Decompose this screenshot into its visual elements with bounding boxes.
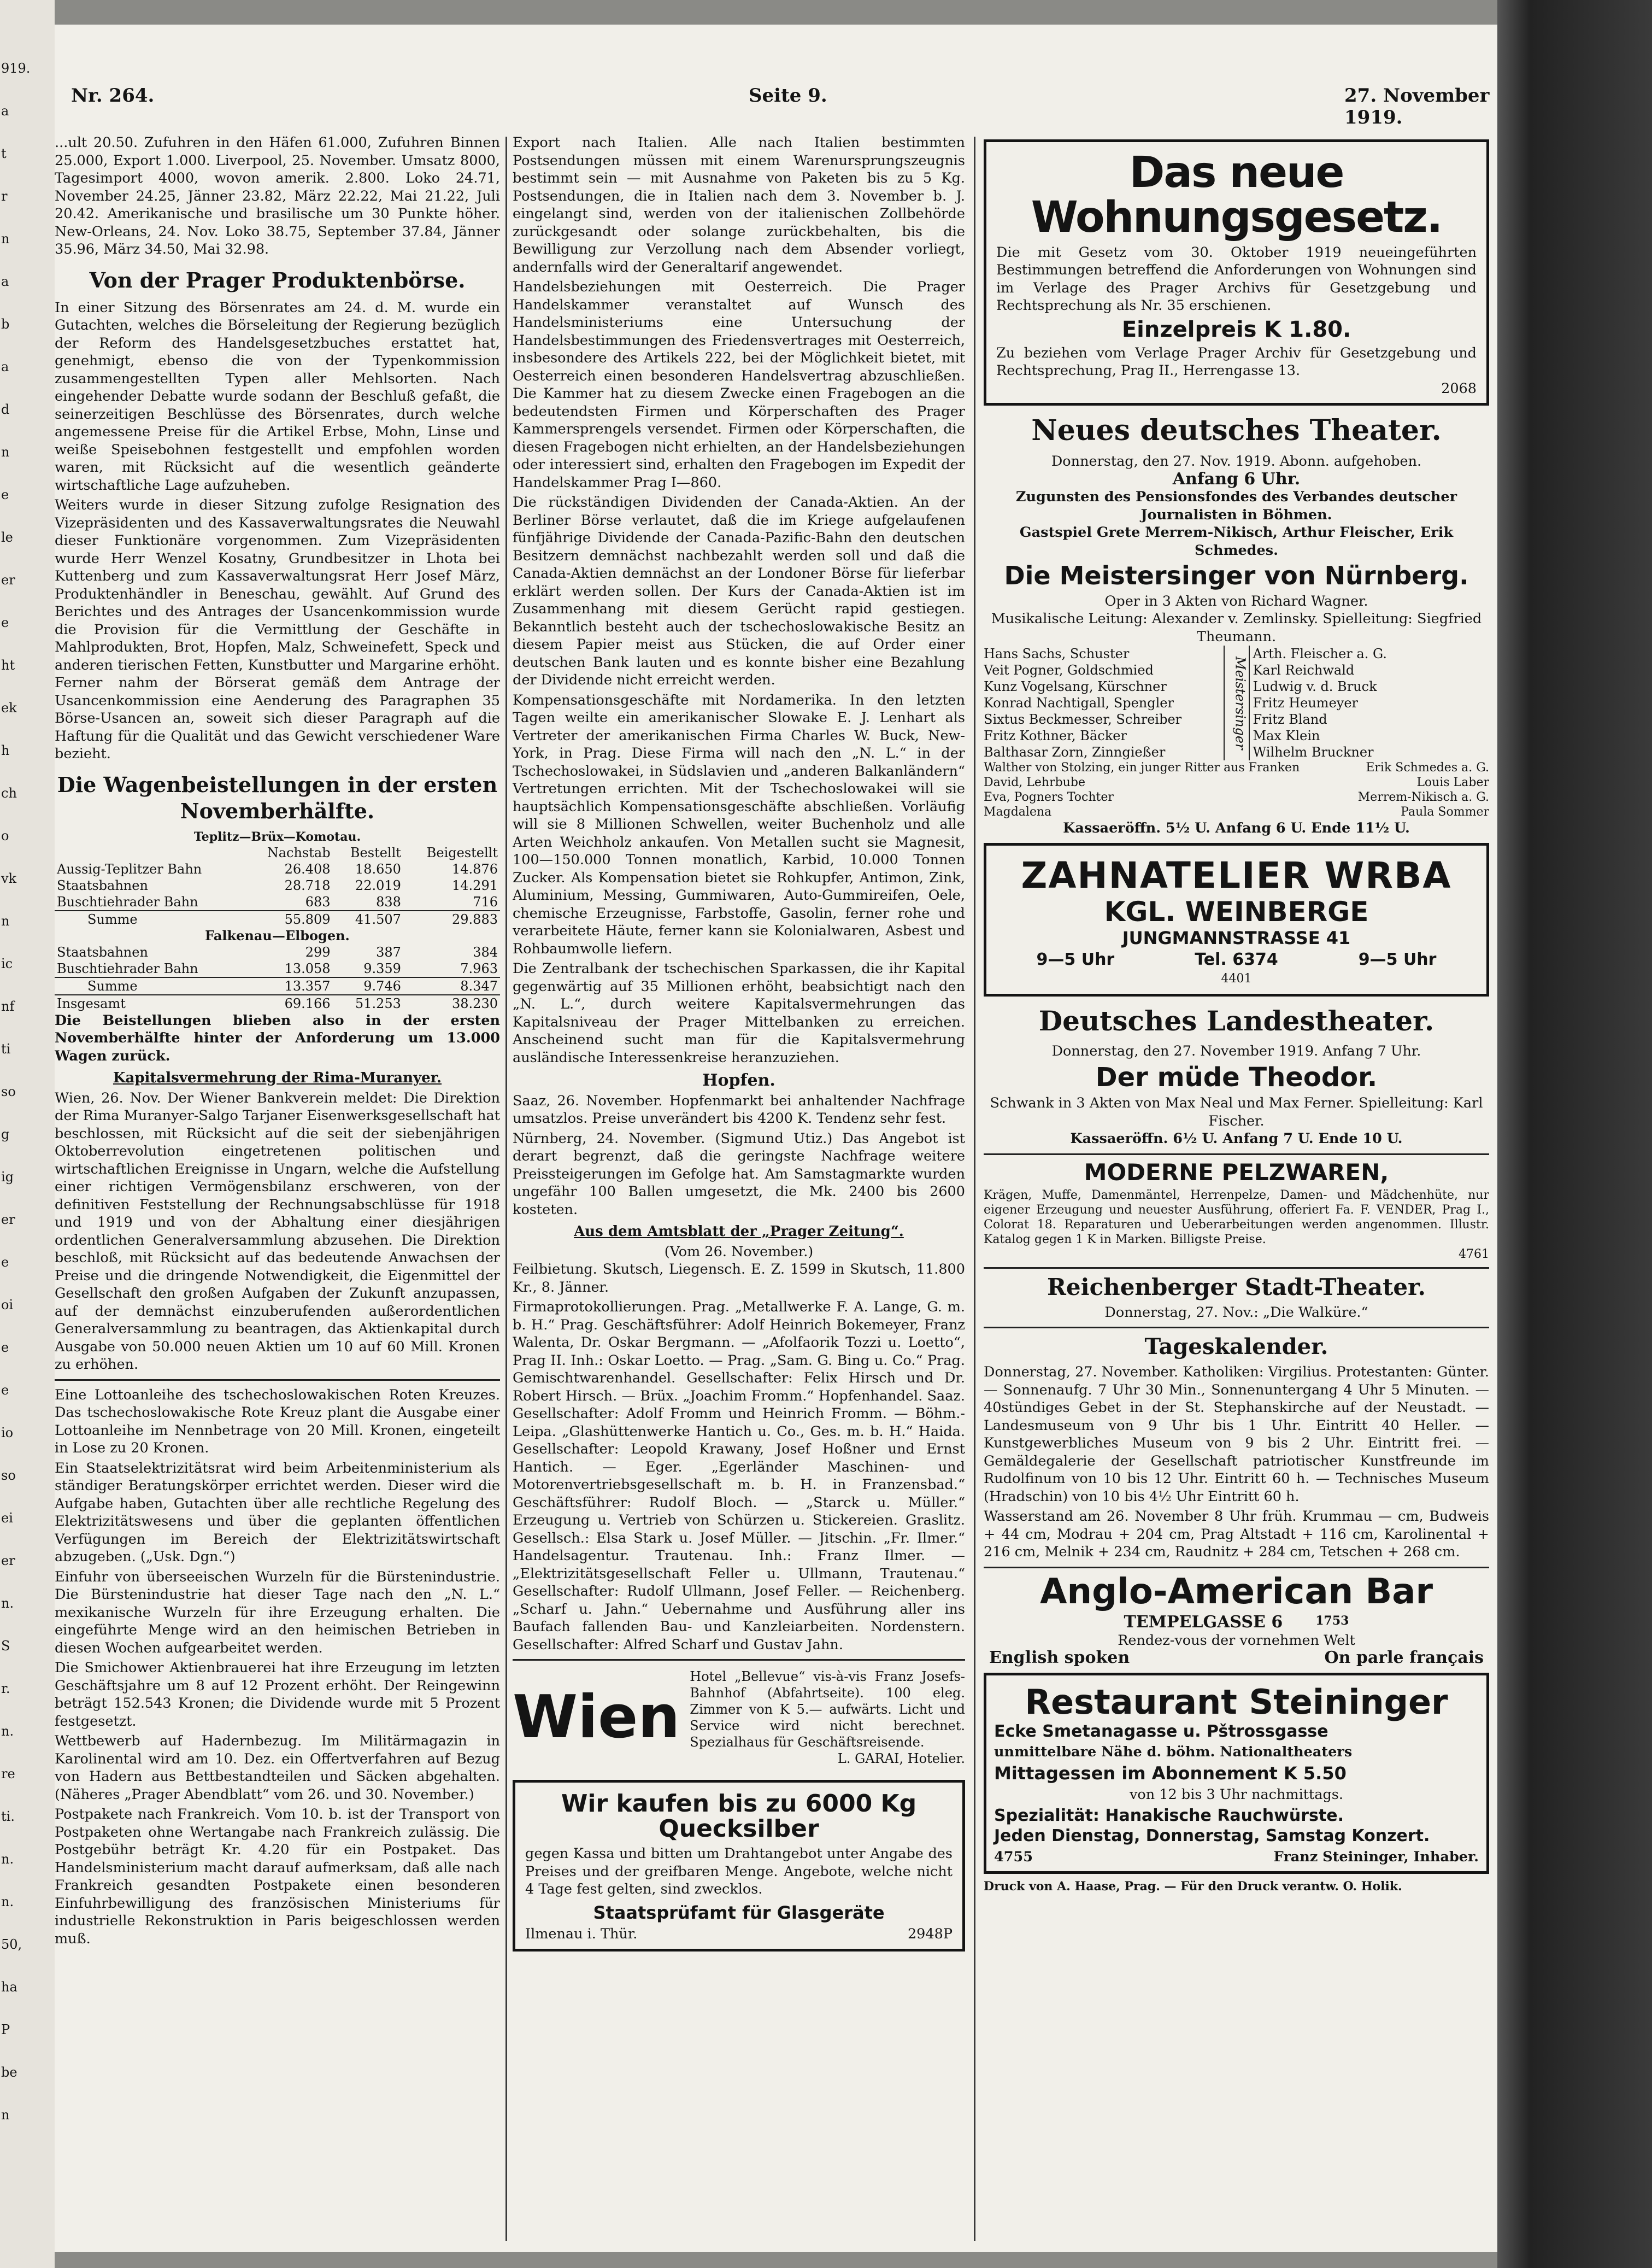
article-paragraph: Nürnberg, 24. November. (Sigmund Utiz.) Das Angebot ist derart begrenzt, daß die geringste Nachfrage weitere Preissteigerungen im Gefolge hat. Am Samstagmarkte wurden ungefähr 100 Ballen umgesetzt, die Mk. 2400 bis 2600 kosteten.	[513, 1130, 965, 1218]
ad-tagline: Rendez-vous der vornehmen Welt	[1118, 1632, 1355, 1649]
table-cell: 716	[473, 894, 498, 910]
table-cell: 838	[376, 894, 401, 910]
adjacent-page-fragment: t	[1, 146, 7, 161]
adjacent-page-fragment: e	[1, 1382, 9, 1398]
table-cell: Summe	[55, 911, 246, 928]
cast-role: Konrad Nachtigall, Spengler	[984, 695, 1174, 711]
table-cell: Buschtiehrader Bahn	[57, 894, 198, 910]
table-cell: 29.883	[403, 911, 500, 928]
play-direction: Musikalische Leitung: Alexander v. Zemlinsky. Spielleitung: Siegfried Theumann.	[991, 611, 1482, 645]
adjacent-page-fragment: n.	[1, 1596, 14, 1611]
ad-text: unmittelbare Nähe d. böhm. Nationaltheaters	[994, 1744, 1353, 1761]
table-cell: 41.507	[333, 911, 403, 928]
article-paragraph: Wettbewerb auf Hadernbezug. Im Militärmagazin in Karolinental wird am 10. Dez. ein Offertverfahren auf Bezug von Hadern aus Bettbestandteilen und Säcken abgehalten. (Näheres „Prager Abendblatt“ vom 26. und 30. November.)	[55, 1733, 500, 1803]
theater-date: Donnerstag, den 27. November 1919. Anfang 7 Uhr.	[1051, 1043, 1421, 1060]
page-header	[71, 85, 1492, 128]
adjacent-page-fragment: oi	[1, 1297, 14, 1312]
adjacent-page-fragment: io	[1, 1425, 14, 1440]
theater-guests: Gastspiel Grete Merrem-Nikisch, Arthur Fleischer, Erik Schmedes.	[1019, 524, 1454, 559]
table-cell: 13.058	[284, 960, 331, 976]
article-subheading: (Vom 26. November.)	[664, 1243, 814, 1260]
table-cell: 9.359	[363, 960, 401, 976]
adjacent-page-fragment: re	[1, 1766, 15, 1781]
table-cell: 7.963	[460, 960, 498, 976]
ad-headline: Das neue Wohnungsgesetz.	[1031, 148, 1442, 242]
adjacent-page-fragment: r	[1, 189, 8, 204]
table-row	[55, 877, 500, 894]
cast-role: Eva, Pogners Tochter	[984, 790, 1114, 805]
adjacent-page-fragment: b	[1, 317, 10, 332]
article-paragraph: Firmaprotokollierungen. Prag. „Metallwerke F. A. Lange, G. m. b. H.“ Prag. Geschäftsführer: Adolf Heinrich Bokemeyer, Franz Walenta, Dr. Oskar Bergmann. — „Afolfaorik Tozzi u. Loetto“, Prag II. Inh.: Oskar Loetto. — Prag. „Sam. G. Bing u. Co.“ Prag. Gemischtwarenhandel. Gesellschafter: Felix Hirsch und Dr. Robert Hirsch. — Brüx. „Joachim Fromm.“ Hopfenhandel. Saaz. Gesellschafter: Adolf Fromm und Heinrich Fromm. — Böhm.-Leipa. „Glashüttenwerke Hantich u. Co., Ges. m. b. H.“ Haida. Gesellschafter: Leopold Krawany, Josef Hoßner und Ernst Hantich. — Eger. „Egerländer Maschinen- und Motorenvertriebsgesellschaft m. b. H. in Franzensbad.“ Geschäftsführer: Rudolf Bloch. — „Starck u. Müller.“ Erzeugung u. Vertrieb von Schürzen u. Stickereien. Graslitz. Gesellsch.: Elsa Stark u. Josef Müller. — Jitschin. „Fr. Ilmer.“ Handelsagentur. Trautenau. Inh.: Franz Ilmer. — „Elektrizitätsgesellschaft Feller u. Ullmann, Trautenau.“ Gesellschafter: Rudolf Ullmann, Josef Feller. — Reichenberg. „Scharf u. Jahn.“ Uebernahme und Ausführung aller ins Baufach fallenden Bau- und Kanzleiarbeiten. Nordenstern. Gesellschafter: Alfred Scharf und Gustav Jahn.	[513, 1299, 965, 1653]
adjacent-page-fragment: e	[1, 487, 9, 502]
table-row	[55, 995, 500, 1012]
ad-text: Hotel „Bellevue“ vis-à-vis Franz Josefs-Bahnhof (Abfahrtseite). 100 eleg. Zimmer von K 5.— aufwärts. Licht und Service wird nicht berechnet. Spezialhaus für Geschäftsreisende.	[690, 1669, 965, 1750]
theater-footer: Kassaeröffn. 5½ U. Anfang 6 U. Ende 11½ U.	[1063, 820, 1410, 837]
divider	[984, 1327, 1489, 1328]
divider	[984, 1153, 1489, 1155]
table-cell: Aussig-Teplitzer Bahn	[57, 861, 202, 877]
table-header	[55, 845, 246, 861]
theater-title: Neues deutsches Theater.	[1031, 414, 1442, 448]
adjacent-page-fragment: ti.	[1, 1809, 15, 1824]
table-row	[55, 894, 500, 911]
ad-street: JUNGMANNSTRASSE 41	[1122, 928, 1351, 949]
theater-line: Donnerstag, 27. Nov.: „Die Walküre.“	[1104, 1304, 1368, 1321]
adjacent-page-fragment: P	[1, 2022, 10, 2037]
table-cell: Staatsbahnen	[57, 877, 148, 893]
restaurant-advertisement	[984, 1673, 1489, 1874]
article-paragraph: In einer Sitzung des Börsenrates am 24. d. M. wurde ein Gutachten, welches die Börseleitung der Regierung bezüglich der Reform des Handelsgesetzbuches erstattet hat, genehmigt, ebenso die von der Typenkommission zusammengestellten Typen aller Mehlsorten. Nach eingehender Debatte wurde sodann der Beschluß gefaßt, die seinerzeitigen Beschlüsse des Börsenrates, durch welche angemessene Preise für die Artikel Erbse, Mohn, Linse und weiße Speisebohnen festgestellt und empfohlen worden waren, mit Rücksicht auf die wesentlich geänderte wirtschaftliche Lage aufzuheben.	[55, 299, 500, 494]
adjacent-page-fragment: o	[1, 828, 9, 843]
table-subheading: Teplitz—Brüx—Komotau.	[193, 829, 361, 844]
table-header: Nachstab	[267, 845, 331, 860]
ad-headline: Anglo-American Bar	[1040, 1571, 1433, 1612]
ad-headline: Restaurant Steininger	[1025, 1681, 1448, 1722]
adjacent-page-fragment: n	[1, 913, 10, 929]
play-info: Schwank in 3 Akten von Max Neal und Max Ferner. Spielleitung: Karl Fischer.	[990, 1095, 1483, 1129]
adjacent-page-fragment: a	[1, 103, 9, 119]
table-row	[55, 944, 500, 960]
ad-headline: ZAHNATELIER WRBA	[1021, 854, 1452, 896]
cast-actor: Louis Laber	[1416, 776, 1489, 790]
cast-actor: Paula Sommer	[1401, 805, 1489, 819]
adjacent-page-fragment: er	[1, 1212, 15, 1227]
adjacent-page-fragment: so	[1, 1468, 16, 1483]
ad-code: 4401	[1221, 972, 1252, 986]
table-cell: 26.408	[284, 861, 331, 877]
table-header-row	[55, 845, 500, 861]
table-cell: Summe	[55, 977, 246, 995]
adjacent-page-fragment: vk	[1, 871, 17, 886]
table-cell: 9.746	[333, 977, 403, 995]
ad-language: On parle français	[1324, 1648, 1484, 1668]
article-paragraph: Postpakete nach Frankreich. Vom 10. b. ist der Transport von Postpaketen ohne Wertangabe nach Frankreich zulässig. Die Postgebühr beträgt Kr. 4.20 für ein Postpaket. Das Handelsministerium macht darauf aufmerksam, daß alle nach Frankreich gesandten Postpakete einen besonderen Einfuhrbewilligung des französischen Ministeriums für industrielle Rekonstruktion in Paris beigeschlossen werden muß.	[55, 1806, 500, 1947]
table-cell: 299	[305, 944, 331, 960]
table-cell: Insgesamt	[55, 995, 246, 1012]
table-subheading: Falkenau—Elbogen.	[205, 927, 350, 943]
ad-headline: MODERNE PELZWAREN,	[1084, 1158, 1389, 1186]
cast-actor: Ludwig v. d. Bruck	[1253, 679, 1377, 695]
article-paragraph: Die Zentralbank der tschechischen Sparkassen, die ihr Kapital gegenwärtig auf 35 Millionen erhöht, beabsichtigt nach den „N. L.“, durch weitere Kapitalsvermehrungen das Kapitalsniveau der Prager Mittelbanken zu erreichen. Anscheinend sucht man für die Kapitalsvermehrung ausländische Interessenkreise heranzuziehen.	[513, 960, 965, 1066]
cast-actor: Karl Reichwald	[1253, 663, 1355, 678]
table-cell: 69.166	[246, 995, 333, 1012]
scan-border	[1497, 0, 1652, 2268]
table-cell: 384	[473, 944, 498, 960]
column-divider	[974, 137, 975, 2241]
divider	[984, 1267, 1489, 1269]
cast-actor: Arth. Fleischer a. G.	[1253, 646, 1387, 662]
table-header: Beigestellt	[426, 845, 498, 860]
ad-code: 2068	[1441, 380, 1477, 397]
ad-language: English spoken	[989, 1648, 1130, 1668]
adjacent-page-fragment: n	[1, 231, 10, 247]
divider	[55, 1379, 500, 1381]
ad-text: Die mit Gesetz vom 30. Oktober 1919 neueingeführten Bestimmungen betreffend die Anforderungen von Wohnungen sind im Verlage des Prager Archivs für Gesetzgebung und Rechtsprechung als Nr. 35 erschienen.	[996, 244, 1477, 314]
table-row	[55, 960, 500, 977]
table-note: Die Beistellungen blieben also in der ersten Novemberhälfte hinter der Anforderung um 13.000 Wagen zurück.	[55, 1012, 500, 1064]
water-levels: Wasserstand am 26. November 8 Uhr früh. Krummau — cm, Budweis + 44 cm, Modrau + 204 cm, Prag Altstadt + 116 cm, Karolinental + 216 cm, Melnik + 234 cm, Raudnitz + 284 cm, Tetschen + 268 cm.	[984, 1508, 1489, 1561]
article-paragraph: Handelsbeziehungen mit Oesterreich. Die Prager Handelskammer veranstaltet auf Wunsch des Handelsministeriums eine Untersuchung der Handelsbestimmungen des Friedensvertrages mit Oesterreich, insbesondere des Artikels 222, bei der Möglichkeit bietet, mit Oesterreich einen besonderen Handelsvertrag abzuschließen. Die Kammer hat zu diesem Zwecke einen Fragebogen an die bedeutendsten Firmen und Körperschaften des Prager Kammersprengels versendet. Firmen oder Körperschaften, die diesen Fragebogen nicht erhielten, an der Handelsbeziehungen oder interessiert sind, erhalten den Fragebogen im Expedit der Handelskammer Prag I—860.	[513, 279, 965, 491]
adjacent-page-fragment: so	[1, 1084, 16, 1099]
hotel-advertisement	[513, 1668, 965, 1767]
cast-group-label: Meistersinger	[1224, 646, 1250, 760]
table-cell: 387	[376, 944, 401, 960]
article-heading: Aus dem Amtsblatt der „Prager Zeitung“.	[574, 1223, 904, 1240]
cast-actor: Wilhelm Bruckner	[1253, 745, 1374, 760]
adjacent-page-fragment: S	[1, 1638, 10, 1654]
theater-start: Anfang 6 Uhr.	[1172, 469, 1301, 489]
ad-place: Ilmenau i. Thür.	[525, 1926, 638, 1943]
table-cell: 14.876	[452, 861, 498, 877]
adjacent-page-fragment: be	[1, 2065, 17, 2080]
article-heading: Hopfen.	[702, 1071, 775, 1090]
cast-role: Kunz Vogelsang, Kürschner	[984, 679, 1167, 695]
adjacent-page-fragment: ch	[1, 786, 17, 801]
issue-number: Nr. 264.	[71, 85, 155, 107]
ad-city-name: Wien	[513, 1683, 680, 1751]
article-heading: Von der Prager Produktenbörse.	[89, 267, 466, 292]
newspaper-page	[55, 25, 1497, 2252]
table-cell: 51.253	[333, 995, 403, 1012]
article-paragraph: Export nach Italien. Alle nach Italien bestimmten Postsendungen müssen mit einem Warenursprungszeugnis bestimmt sein — mit Ausnahme von Paketen bis zu 5 Kg. Postsendungen, die in Italien nach dem 3. November b. J. eingelangt sind, werden von der italienischen Zollbehörde zurückgesandt oder solange zurückbehalten, bis die Bewilligung zur Verzollung nach dem Absender vorliegt, andernfalls wird der Generaltarif angewendet.	[513, 134, 965, 276]
article-paragraph: Die Smichower Aktienbrauerei hat ihre Erzeugung im letzten Geschäftsjahre um 8 auf 12 Prozent erhöht. Der Reingewinn beträgt 152.543 Kronen; die Dividende wurde mit 5 Prozent festgesetzt.	[55, 1660, 500, 1730]
cast-actor: Fritz Heumeyer	[1253, 695, 1359, 711]
table-header: Bestellt	[350, 845, 401, 860]
adjacent-page-fragment: a	[1, 359, 9, 374]
cast-role: Veit Pogner, Goldschmied	[984, 663, 1154, 678]
page-number: Seite 9.	[749, 85, 827, 107]
cast-actor: Max Klein	[1253, 728, 1320, 744]
ad-hours: 9—5 Uhr	[1036, 950, 1115, 969]
ad-code: 2948P	[907, 1926, 953, 1943]
cast-actor: Erik Schmedes a. G.	[1366, 761, 1489, 775]
imprint: Druck von A. Haase, Prag. — Für den Druck verantw. O. Holik.	[984, 1879, 1402, 1894]
cast-list	[984, 646, 1489, 760]
adjacent-page-fragment: r.	[1, 1681, 10, 1696]
ad-text: gegen Kassa und bitten um Drahtangebot unter Angabe des Preises und der greifbaren Menge. Angebote, welche nicht 4 Tage fest gelten, sind zwecklos.	[525, 1845, 953, 1898]
adjacent-page-fragment: e	[1, 1340, 9, 1355]
cast-role: Sixtus Beckmesser, Schreiber	[984, 712, 1182, 728]
adjacent-page-fragment: er	[1, 572, 15, 588]
ad-owner: Franz Steininger, Inhaber.	[1273, 1848, 1479, 1865]
market-report: ...ult 20.50. Zufuhren in den Häfen 61.000, Zufuhren Binnen 25.000, Export 1.000. Liverpool, 25. November. Umsatz 8000, Tagesimport 4000, wovon amerik. 2.800. Loko 24.71, November 24.25, Jänner 23.82, März 22.22, Mai 21.22, Juli 20.42. Amerikanische und brasilische um 30 Punkte höher. New-Orleans, 24. Nov. Loko 38.75, September 37.84, Jänner 35.96, März 34.50, Mai 32.98.	[55, 134, 500, 257]
ad-code: 4755	[994, 1848, 1033, 1865]
theater-footer: Kassaeröffn. 6½ U. Anfang 7 U. Ende 10 U.	[1070, 1130, 1403, 1147]
wagon-table	[55, 845, 500, 1012]
ad-concert: Jeden Dienstag, Donnerstag, Samstag Konzert.	[994, 1826, 1430, 1846]
adjacent-page-fragment: ht	[1, 658, 15, 673]
ad-price: Einzelpreis K 1.80.	[1121, 317, 1351, 342]
adjacent-page-fragment: h	[1, 743, 10, 758]
ad-signature: L. GARAI, Hotelier.	[837, 1751, 965, 1766]
ad-offer: Mittagessen im Abonnement K 5.50	[994, 1762, 1347, 1784]
table-cell: Staatsbahnen	[57, 944, 148, 960]
play-subtitle: Oper in 3 Akten von Richard Wagner.	[1104, 593, 1368, 610]
article-paragraph: Die rückständigen Dividenden der Canada-Aktien. An der Berliner Börse verlautet, daß die im Kriege aufgelaufenen fünfjährige Dividende der Canada-Pazific-Bahn den deutschen Besitzern demnächst nachbezahlt werden soll und daß die Canada-Aktien demnächst an der Londoner Börse für lieferbar erklärt werden sollen. Der Kurs der Canada-Aktien ist im Zusammenhang mit diesem Gerücht rapid gestiegen. Bekanntlich besteht auch der tschechoslowakische Besitz an diesem Papier meist aus Stücken, die auf Order einer deutschen Bank lauten und es konnte bisher eine Bezahlung der Dividende nicht erreicht werden.	[513, 494, 965, 688]
theater-title: Reichenberger Stadt-Theater.	[1047, 1273, 1426, 1300]
article-paragraph: Kompensationsgeschäfte mit Nordamerika. In den letzten Tagen weilte ein amerikanischer Slowake E. J. Lenhart als Vertreter der amerikanischen Firma Charles W. Buck, New-York, in Prag. Diese Firma will nach den „N. L.“ in der Tschechoslowakei, in Südslavien und „anderen Balkanländern“ Vertretungen errichten. Mit der Tschechoslowakei will sie hauptsächlich Kompensationsgeschäfte abschließen. Vorläufig will sie 8 Millionen Schwellen, weiter Buchenholz und alle Arten Weichholz ankaufen. Von Metallen sucht sie Magnesit, 100—150.000 Tonnen monatlich, Karbid, 10.000 Tonnen Zucker. Als Kompensation bietet sie Rohkupfer, Antimon, Zink, Aluminium, Messing, Gummiwaren, Auto-Gummireifen, Oele, chemische Erzeugnisse, Farbstoffe, Gasolin, ferner rohe und verarbeitete Häute, ferner kann sie Kolonialwaren, Asbest und Rohbaumwolle liefern.	[513, 691, 965, 957]
table-cell: 38.230	[403, 995, 500, 1012]
table-cell: 18.650	[355, 861, 401, 877]
adjacent-page-strip	[0, 0, 55, 2268]
adjacent-page-fragment: 50,	[1, 1937, 22, 1952]
table-subheading-row	[55, 928, 500, 944]
adjacent-page-fragment: ei	[1, 1510, 13, 1526]
calendar-title: Tageskalender.	[1144, 1334, 1328, 1360]
cast-role: David, Lehrbube	[984, 776, 1085, 790]
ad-hours: 9—5 Uhr	[1358, 950, 1437, 969]
cast-role: Magdalena	[984, 805, 1052, 819]
ad-phone: Tel. 6374	[1195, 950, 1278, 969]
ad-text: Krägen, Muffe, Damenmäntel, Herrenpelze, Damen- und Mädchenhüte, nur eigener Erzeugung und neuester Ausführung, offeriert Fa. F. VENDER, Prag I., Colorat 18. Reparaturen und Ueberarbeitungen werden angenommen. Illustr. Katalog gegen 1 K in Marken. Billigste Preise.	[984, 1188, 1489, 1246]
law-advertisement	[984, 139, 1489, 406]
adjacent-page-fragment: er	[1, 1553, 15, 1568]
adjacent-page-fragment: e	[1, 615, 9, 630]
divider	[513, 1659, 965, 1661]
table-cell: 55.809	[246, 911, 333, 928]
ad-order-info: Zu beziehen vom Verlage Prager Archiv für Gesetzgebung und Rechtsprechung, Prag II., Herrengasse 13.	[996, 344, 1477, 379]
theater-title: Deutsches Landestheater.	[1038, 1005, 1435, 1038]
cast-role: Hans Sachs, Schuster	[984, 646, 1130, 662]
ad-code: 4761	[1459, 1247, 1489, 1261]
ad-headline: Wir kaufen bis zu 6000 Kg Quecksilber	[561, 1790, 917, 1843]
table-row	[55, 861, 500, 877]
article-paragraph: Eine Lottoanleihe des tschechoslowakischen Roten Kreuzes. Das tschechoslowakische Rote Kreuz plant die Ausgabe einer Lottoanleihe im Nennbetrage von 20 Mill. Kronen, eingeteilt in Lose zu 20 Kronen.	[55, 1386, 500, 1456]
adjacent-page-fragment: n	[1, 444, 10, 460]
cast-role: Balthasar Zorn, Zinngießer	[984, 745, 1166, 760]
play-title: Der müde Theodor.	[1095, 1062, 1378, 1093]
article-paragraph: Ein Staatselektrizitätsrat wird beim Arbeitenministerium als ständiger Beratungskörper errichtet werden. Dieser wird die Aufgabe haben, Gutachten über alle rechtliche Regelung des Elektrizitätswesens und über die geplanten öffentlichen Verfügungen im Bereich der Elektrizitätswirtschaft abzugeben. („Usk. Dgn.“)	[55, 1460, 500, 1565]
adjacent-page-fragment: n.	[1, 1851, 14, 1867]
adjacent-page-fragment: le	[1, 530, 13, 545]
table-cell: 683	[305, 894, 331, 910]
ad-code: 1753	[1315, 1614, 1349, 1628]
article-heading: Kapitalsvermehrung der Rima-Muranyer.	[113, 1070, 442, 1086]
table-cell: 28.718	[284, 877, 331, 893]
adjacent-page-fragment: a	[1, 274, 9, 289]
adjacent-page-fragment: n	[1, 2107, 10, 2123]
table-cell: Buschtiehrader Bahn	[57, 960, 198, 976]
ad-address: Ecke Smetanagasse u. Pštrossgasse	[994, 1721, 1328, 1741]
article-paragraph: Wien, 26. Nov. Der Wiener Bankverein meldet: Die Direktion der Rima Muranyer-Salgo Tarjaner Eisenwerksgesellschaft hat beschlossen, mit Rücksicht auf die seit der siebenjährigen Oktoberrevolution eingetretenen politischen und wirtschaftlichen Ereignisse in Ungarn, welche die Aufstellung einer richtigen Vermögensbilanz erschweren, von der definitiven Feststellung der Rechnungsabschlüsse für 1918 und 1919 und von der Abhaltung einer diesjährigen ordentlichen Generalversammlung abzusehen. Die Direktion beschloß, mit Rücksicht auf das bedeutende Anwachsen der Preise und die dringende Notwendigkeit, die Eigenmittel der Gesellschaft den großen Aufgaben der Zukunft anzupassen, auf der demnächst einzuberufenden außerordentlichen Generalversammlung zu beantragen, das Aktienkapital durch Ausgabe von 50.000 neuen Aktien um 10 auf 60 Mill. Kronen zu erhöhen.	[55, 1089, 500, 1373]
column-2	[513, 134, 965, 2244]
ad-specialty: Spezialität: Hanakische Rauchwürste.	[994, 1806, 1344, 1825]
cast-role: Fritz Kothner, Bäcker	[984, 728, 1127, 744]
adjacent-page-fragment: n.	[1, 1894, 14, 1909]
adjacent-page-fragment: nf	[1, 999, 15, 1014]
table-cell: 22.019	[355, 877, 401, 893]
table-cell: 8.347	[403, 977, 500, 995]
theater-benefit: Zugunsten des Pensionsfondes des Verbandes deutscher Journalisten in Böhmen.	[1015, 489, 1457, 523]
article-paragraph: Feilbietung. Skutsch, Liegensch. E. Z. 1599 in Skutsch, 11.800 Kr., 8. Jänner.	[513, 1261, 965, 1296]
cast-actor: Fritz Bland	[1253, 712, 1327, 728]
ad-place: KGL. WEINBERGE	[1104, 895, 1369, 928]
adjacent-page-fragment: ic	[1, 956, 13, 971]
table-cell: 13.357	[246, 977, 333, 995]
column-divider	[505, 137, 507, 2241]
column-3	[984, 134, 1489, 2244]
table-cell: 14.291	[452, 877, 498, 893]
article-paragraph: Saaz, 26. November. Hopfenmarkt bei anhaltender Nachfrage umsatzlos. Preise unverändert bis 4200 K. Tendenz sehr fest.	[513, 1092, 965, 1127]
ad-hours: von 12 bis 3 Uhr nachmittags.	[1130, 1786, 1343, 1803]
adjacent-page-fragment: ha	[1, 1979, 17, 1995]
ad-street: TEMPELGASSE 6	[1124, 1613, 1283, 1632]
adjacent-page-fragment: 919.	[1, 61, 31, 76]
adjacent-page-fragment: d	[1, 402, 10, 417]
dental-advertisement	[984, 843, 1489, 997]
ad-firm: Staatsprüfamt für Glasgeräte	[593, 1902, 885, 1923]
adjacent-page-fragment: ek	[1, 700, 17, 716]
cast-role: Walther von Stolzing, ein junger Ritter aus Franken	[984, 761, 1300, 775]
divider	[984, 1567, 1489, 1568]
article-heading: Die Wagenbeistellungen in der ersten Novemberhälfte.	[57, 772, 498, 823]
issue-date: 27. November 1919.	[1344, 85, 1490, 128]
adjacent-page-fragment: n.	[1, 1724, 14, 1739]
play-title: Die Meistersinger von Nürnberg.	[1004, 561, 1469, 591]
adjacent-page-fragment: e	[1, 1255, 9, 1270]
mercury-advertisement	[513, 1780, 965, 1951]
article-paragraph: Weiters wurde in dieser Sitzung zufolge Resignation des Vizepräsidenten und des Kassaverwaltungsrates die Neuwahl dieser Funktionäre vorgenommen. Zum Vizepräsidenten wurde Herr Wenzel Kosatny, Grundbesitzer in Lhota bei Kuttenberg und zum Kassaverwaltungsrat Herr Josef März, Produktenhändler in Beneschau, gewählt. Auf Grund des Berichtes und des Antrages der Usancenkommission wurde die Provision für die Vermittlung der Geschäfte in Mahlprodukten, Brot, Hopfen, Malz, Schweinefett, Speck und anderen tierischen Fetten, Kunstbutter und Margarine erhöht. Ferner nahm der Börserat gemäß dem Antrage der Usancenkommission eine Aenderung des Paragraphen 35 Börse-Usancen an, soweit sich dieser Paragraph auf die Haftung für die Qualität und das Gewicht verschiedener Ware bezieht.	[55, 497, 500, 762]
cast-list-more	[984, 760, 1489, 819]
adjacent-page-fragment: ti	[1, 1041, 11, 1057]
adjacent-page-fragment: g	[1, 1127, 10, 1142]
table-row	[55, 977, 500, 995]
column-1	[55, 134, 500, 2244]
calendar-text: Donnerstag, 27. November. Katholiken: Virgilius. Protestanten: Günter. — Sonnenaufg. 7 Uhr 30 Min., Sonnenuntergang 4 Uhr 5 Minuten. — 40stündiges Gebet in der St. Stephanskirche auf der Neustadt. — Landesmuseum von 9 Uhr bis 1 Uhr. Eintritt 40 Heller. — Kunstgewerbliches Museum von 9 bis 2 Uhr. Eintritt frei. — Gemäldegalerie der Gesellschaft patriotischer Kunstfreunde im Rudolfinum von 10 bis 12 Uhr. Eintritt 60 h. — Technisches Museum (Hradschin) von 10 bis 4½ Uhr Eintritt 60 h.	[984, 1364, 1489, 1505]
theater-date: Donnerstag, den 27. Nov. 1919. Abonn. aufgehoben.	[1051, 453, 1422, 470]
adjacent-page-fragment: ig	[1, 1169, 14, 1185]
cast-actor: Merrem-Nikisch a. G.	[1357, 790, 1489, 805]
article-paragraph: Einfuhr von überseeischen Wurzeln für die Bürstenindustrie. Die Bürstenindustrie hat dieser Tage nach den „N. L.“ mexikanische Wurzeln für ihre Erzeugung erhalten. Die eingeführte Menge wird an den heimischen Betrieben in diesen Wochen aufgearbeitet werden.	[55, 1568, 500, 1656]
table-row	[55, 911, 500, 928]
